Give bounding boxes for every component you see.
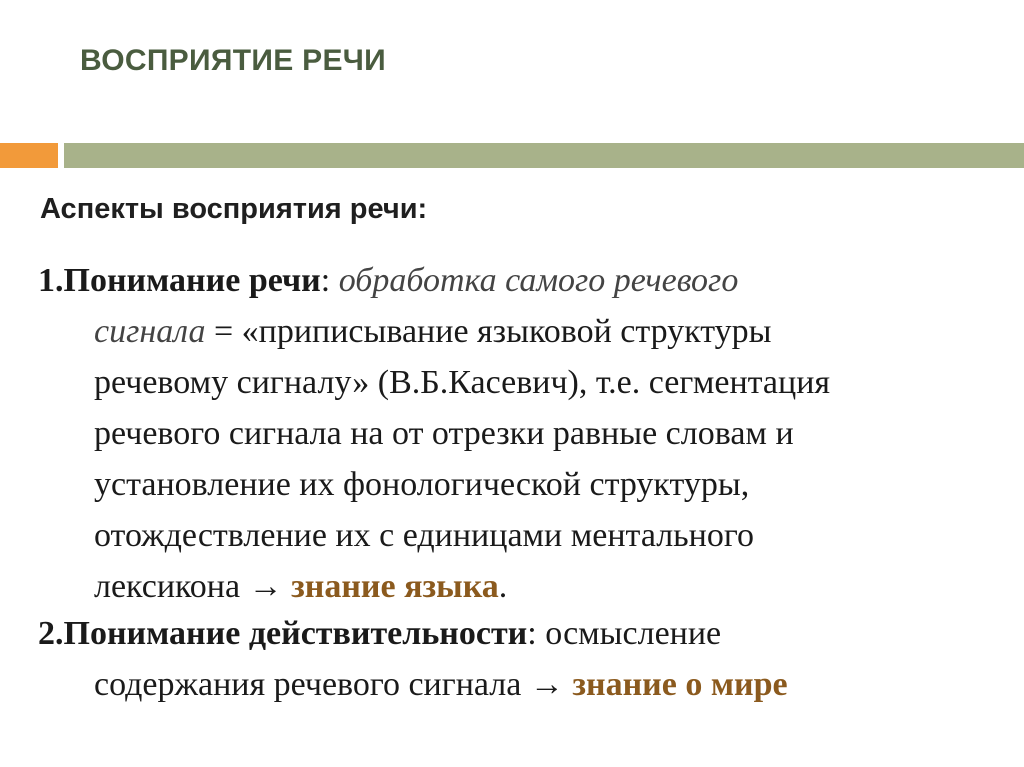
item2-number: 2. [38, 615, 64, 652]
item1-term: Понимание речи [63, 262, 321, 299]
slide-subtitle: Аспекты восприятия речи: [40, 193, 428, 225]
item2-term: Понимание действительности [63, 615, 528, 652]
list-item-2 [38, 608, 1018, 710]
item1-line-6: отождествление их с единицами ментального [94, 517, 754, 554]
accent-bar-orange [0, 143, 58, 168]
slide-title: ВОСПРИЯТИЕ РЕЧИ [80, 44, 387, 77]
arrow-right-icon: → [248, 568, 283, 605]
accent-bar-green [64, 143, 1024, 168]
list-item-1 [38, 255, 1018, 612]
item2-colon: : [527, 615, 537, 652]
item2-definition: осмысление [536, 615, 722, 652]
item1-line-3: речевому сигналу» (В.Б.Касевич), т.е. сегментация [94, 364, 831, 401]
item1-result: знание языка [291, 568, 499, 605]
item1-italic-definition-2: сигнала [94, 313, 206, 350]
item1-line-5: установление их фонологической структуры, [94, 466, 750, 503]
arrow-right-icon: → [529, 666, 564, 703]
item1-italic-definition: обработка самого речевого [330, 262, 739, 299]
item1-line-7 [38, 561, 1018, 612]
item1-quote-start: = «приписывание языковой структуры [205, 313, 772, 350]
item1-colon: : [320, 262, 331, 299]
item1-number: 1. [38, 262, 64, 299]
item2-result: знание о мире [572, 666, 788, 703]
item2-line-2 [38, 659, 1018, 710]
item2-content-text: содержания речевого сигнала [94, 666, 530, 703]
item1-lexicon-text: лексикона [94, 568, 249, 605]
item1-result-space [283, 568, 292, 605]
item2-line-1 [38, 608, 1018, 659]
item1-line-2 [38, 306, 1018, 357]
item1-line-4: речевого сигнала на от отрезки равные словам и [94, 415, 794, 452]
item1-line-1 [38, 255, 1018, 306]
item1-end: . [498, 568, 508, 605]
